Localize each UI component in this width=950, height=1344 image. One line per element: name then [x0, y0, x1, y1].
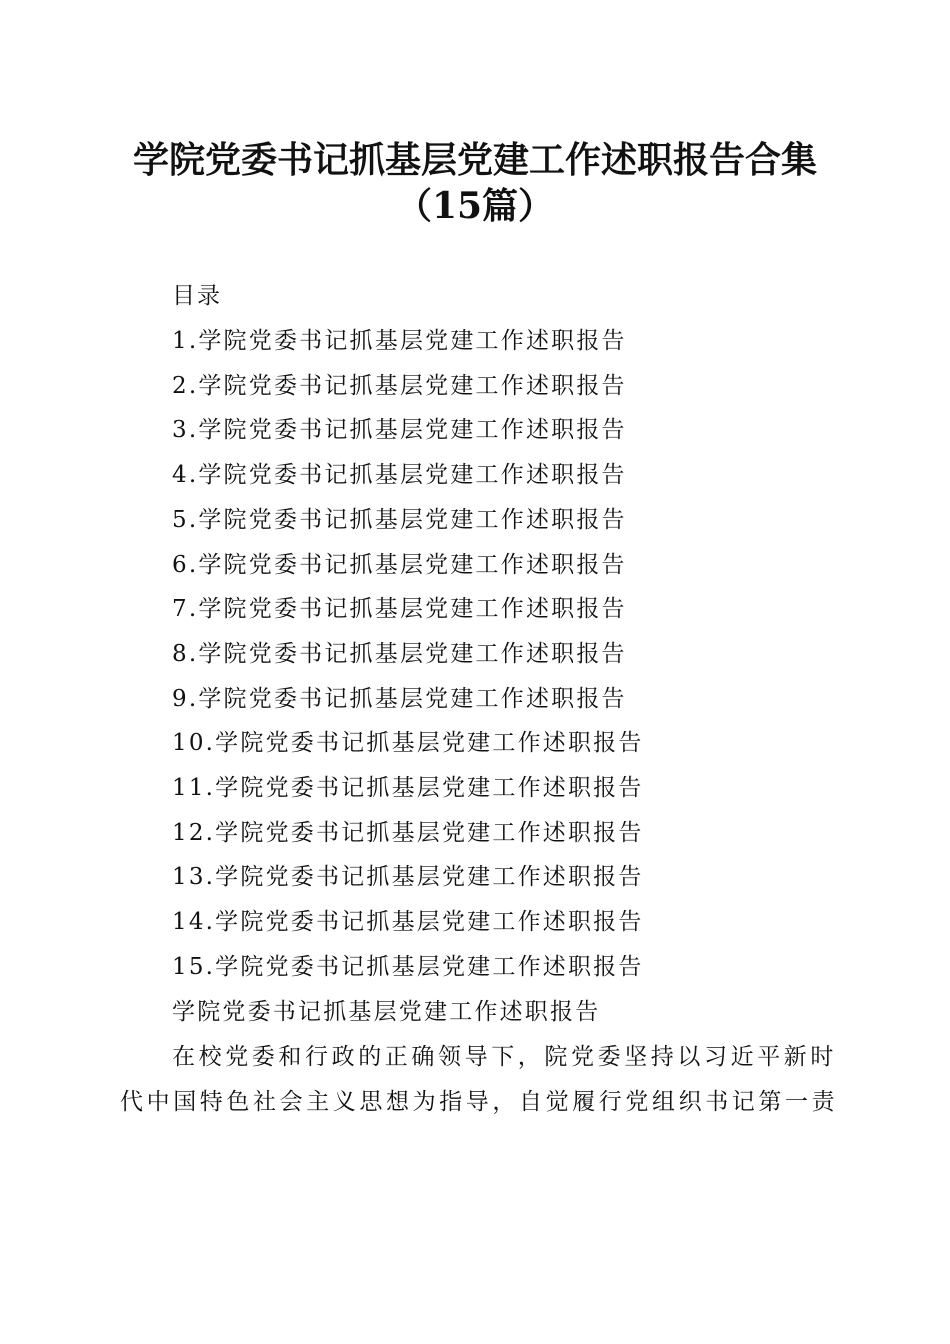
toc-item: 6.学院党委书记抓基层党建工作述职报告: [172, 551, 627, 578]
toc-item: 8.学院党委书记抓基层党建工作述职报告: [172, 640, 627, 667]
toc-item: 1.学院党委书记抓基层党建工作述职报告: [172, 328, 627, 354]
toc-item: 7.学院党委书记抓基层党建工作述职报告: [172, 596, 627, 623]
toc-item: 15.学院党委书记抓基层党建工作述职报告: [172, 953, 644, 980]
document-title-count: （15篇）: [395, 185, 555, 227]
section-heading: 学院党委书记抓基层党建工作述职报告: [172, 999, 601, 1025]
toc-item: 10.学院党委书记抓基层党建工作述职报告: [172, 730, 644, 757]
toc-item: 5.学院党委书记抓基层党建工作述职报告: [172, 506, 627, 533]
toc-item: 14.学院党委书记抓基层党建工作述职报告: [172, 909, 644, 936]
toc-heading: 目录: [172, 283, 222, 309]
toc-item: 9.学院党委书记抓基层党建工作述职报告: [172, 685, 627, 712]
toc-item: 4.学院党委书记抓基层党建工作述职报告: [172, 462, 627, 489]
toc-item: 12.学院党委书记抓基层党建工作述职报告: [172, 819, 644, 846]
toc-item: 3.学院党委书记抓基层党建工作述职报告: [172, 417, 627, 444]
document-title: 学院党委书记抓基层党建工作述职报告合集: [132, 139, 817, 181]
body-paragraph-line: 代中国特色社会主义思想为指导，自觉履行党组织书记第一责: [120, 1089, 839, 1115]
toc-item: 2.学院党委书记抓基层党建工作述职报告: [172, 372, 627, 399]
body-paragraph-line: 在校党委和行政的正确领导下，院党委坚持以习近平新时: [172, 1044, 837, 1070]
toc-item: 11.学院党委书记抓基层党建工作述职报告: [172, 775, 644, 801]
toc-item: 13.学院党委书记抓基层党建工作述职报告: [172, 864, 644, 891]
